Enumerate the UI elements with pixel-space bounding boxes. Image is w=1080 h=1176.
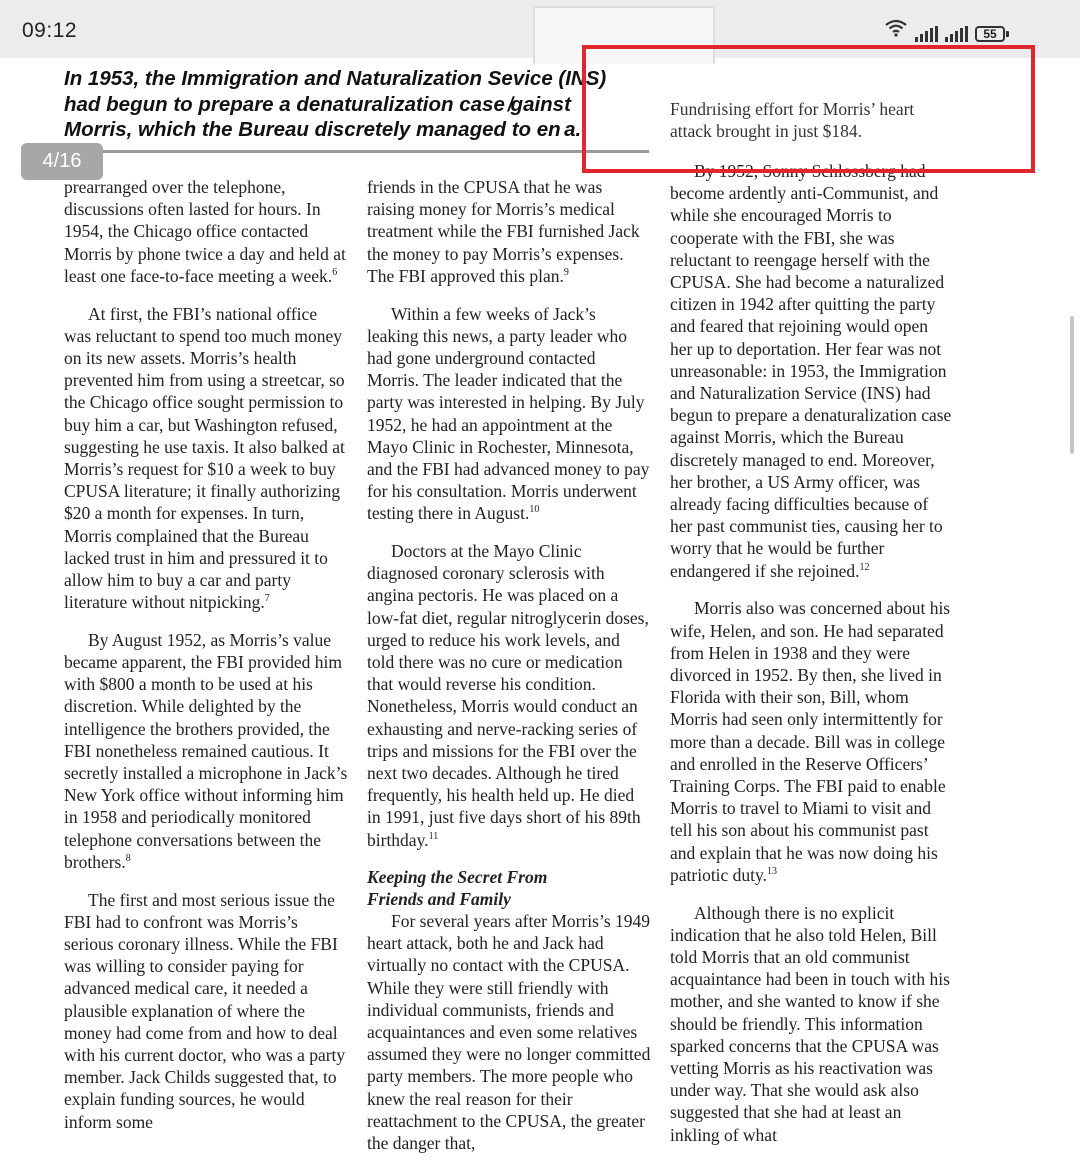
text-column-3	[670, 160, 954, 1146]
pull-quote-line: had begun to prepare a denaturalization case ̸gainst	[64, 92, 571, 116]
paragraph: By August 1952, as Morris’s value became apparent, the FBI provided him with $800 a month to be used at his discretion. While delighted by the intelligence the brothers provided, the FBI nonetheless remained cautious. It secretly installed a microphone in Jack’s New York office without informing him in 1958 and periodically monitored telephone conversations between the brothers.$^8$	[64, 629, 348, 872]
text-column-2	[367, 176, 651, 1154]
footnote-ref[interactable]: 12	[859, 561, 870, 573]
footnote-ref[interactable]: 13	[767, 865, 778, 877]
pull-quote-line: Morris, which the Bureau discretely managed to en a.	[64, 118, 582, 141]
battery-level: 55	[975, 26, 1005, 42]
highlight-box	[582, 45, 1035, 173]
footnote-ref[interactable]: 7	[264, 593, 270, 605]
divider	[64, 150, 649, 153]
text-column-1	[64, 176, 348, 1133]
page-indicator[interactable]: 4/16	[21, 143, 103, 180]
paragraph: Morris also was concerned about his wife, Helen, and son. He had separated from Helen in 1938 and they were divorced in 1952. By then, she lived in Florida with their son, Bill, whom Morris had seen only intermittently for more than a decade. Bill was in college and enrolled in the Reserve Officers’ Training Corps. The FBI paid to enable Morris to travel to Miami to visit and tell his son about his communist past and explain that he was now doing his patriotic duty.$^{13}$	[670, 598, 951, 885]
paragraph: friends in the CPUSA that he was raising money for Morris’s medical treatment while the FBI furnished Jack the money to pay Morris’s expenses. The FBI approved this plan.$^9$	[367, 177, 640, 286]
paragraph: Doctors at the Mayo Clinic diagnosed coronary sclerosis with angina pectoris. He was placed on a low-fat diet, regular nitroglycerin doses, urged to reduce his work levels, and told there was no cure or medication that would reverse his condition. Nonetheless, Morris would conduct an exhausting and nerve-racking series of trips and missions for the FBI over the next two decades. Although he tired frequently, his health held up. He died in 1991, just five days short of his 89th birthday.$^{11}$	[367, 541, 649, 850]
paragraph: The first and most serious issue the FBI had to confront was Morris’s serious coronary illness. While the FBI was willing to consider paying for advanced medical care, it needed a plausible explanation of where the money had come from and how to deal with his current doctor, who was a party member. Jack Childs suggested that, to explain funding sources, he would inform some	[64, 889, 346, 1132]
scrollbar[interactable]	[1070, 316, 1074, 454]
footnote-ref[interactable]: 8	[125, 853, 131, 865]
footnote-ref[interactable]: 6	[332, 266, 338, 278]
footnote-ref[interactable]: 11	[428, 830, 439, 842]
wifi-icon	[884, 19, 908, 42]
section-heading: Keeping the Secret From Friends and Family	[367, 866, 548, 909]
pull-quote-line: In 1953, the Immigration and Naturalization Se​vice (INS)	[64, 67, 607, 90]
clock: 09:12	[22, 19, 78, 42]
footnote-ref[interactable]: 10	[529, 504, 540, 516]
paragraph: At first, the FBI’s national office was reluctant to spend too much money on its new assets. Morris’s health prevented him from using a streetcar, so the Chicago office sought permission to buy him a car, but Washington refused, suggesting he use taxis. It also balked at Morris’s request for $10 a week to buy CPUSA literature; it finally authorizing $20 a month for expenses. In turn, Morris complained that the Bureau lacked trust in him and pressured it to allow him to buy a car and party literature without nitpicking.$^7$	[64, 303, 345, 613]
paragraph: For several years after Morris’s 1949 heart attack, both he and Jack had virtually no contact with the CPUSA. While they were still friendly with individual communists, friends and acquaintances and even some relatives assumed they were no longer committed party members. The more people who knew the real reason for their reattachment to the CPUSA, the greater the danger that,	[367, 910, 651, 1153]
pull-quote	[64, 66, 649, 143]
signal-icon	[945, 26, 968, 42]
battery-icon	[975, 26, 1009, 42]
footnote-ref[interactable]: 9	[563, 266, 569, 278]
signal-icon	[915, 26, 938, 42]
paragraph: Within a few weeks of Jack’s leaking this news, a party leader who had gone underground contacted Morris. The leader indicated that the party was interested in helping. By July 1952, he had an appointment at the Mayo Clinic in Rochester, Minnesota, and the FBI had advanced money to pay for his consultation. Morris underwent testing there in August.$^{10}$	[367, 303, 650, 524]
paragraph: prearranged over the telephone, discussions often lasted for hours. In 1954, the Chicago office contacted Morris by phone twice a day and held at least one face-to-face meeting a week.$^6$	[64, 177, 346, 286]
caption-line: attack brought in just $184.	[670, 121, 862, 141]
caption-line: Fundrıising effort for Morris’ heart	[670, 99, 915, 119]
status-icons	[884, 20, 1009, 42]
paragraph: By 1952, Sonny Schlossberg had become ardently anti-Communist, and while she encouraged Morris to cooperate with the FBI, she was reluctant to reengage herself with the CPUSA. She had become a naturalized citizen in 1942 after quitting the party and feared that rejoining would open her up to deportation. Her fear was not unreasonable: in 1953, the Immigration and Naturalization Service (INS) had begun to prepare a denaturalization case against Morris, which the Bureau discretely managed to end. Moreover, her brother, a US Army officer, was already facing difficulties because of her past communist ties, causing her to worry that he would be further endangered if she rejoined.$^{12}$	[670, 161, 952, 581]
paragraph: Although there is no explicit indication that he also told Helen, Bill told Morris that an old communist acquaintance had been in touch with his mother, and she wanted to know if she should be friendly. This information sparked concerns that the CPUSA was vetting Morris as his reactivation was under way. That she would ask also suggested that she had at least an inkling of what	[670, 902, 950, 1145]
